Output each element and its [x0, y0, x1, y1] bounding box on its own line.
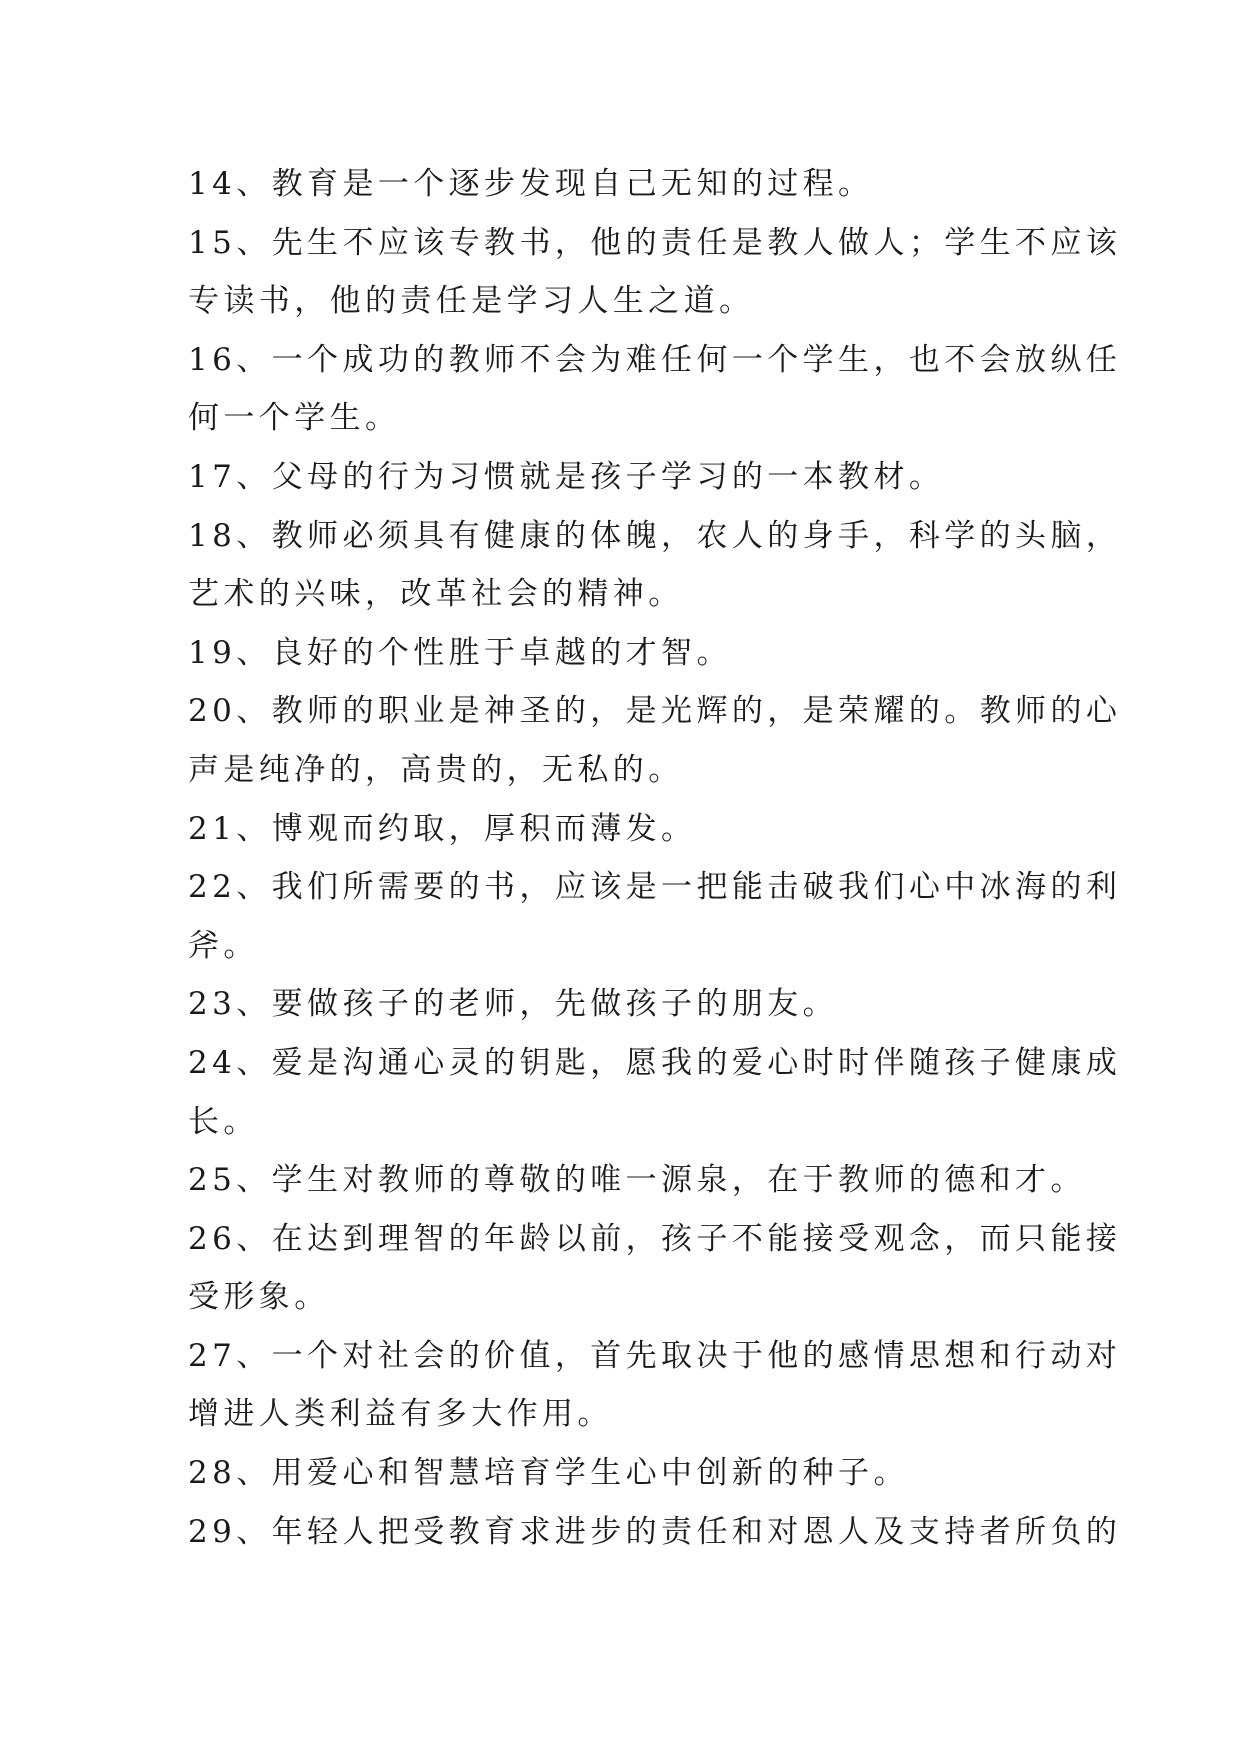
- quote-24-line-1: 24、爱是沟通心灵的钥匙，愿我的爱心时时伴随孩子健康成: [188, 1044, 1122, 1081]
- document-body: [188, 155, 1122, 1561]
- quote-22-line-2: 斧。: [188, 927, 259, 964]
- quote-20-line-1: 20、教师的职业是神圣的，是光辉的，是荣耀的。教师的心: [188, 693, 1122, 730]
- quote-15-line-1: 15、先生不应该专教书，他的责任是教人做人；学生不应该: [188, 224, 1122, 261]
- quote-16-line-2: 何一个学生。: [188, 400, 401, 437]
- quote-17-line-1: 17、父母的行为习惯就是孩子学习的一本教材。: [188, 458, 945, 495]
- quote-24-line-2: 长。: [188, 1103, 259, 1140]
- quote-22-line-1: 22、我们所需要的书，应该是一把能击破我们心中冰海的利: [188, 869, 1122, 906]
- quote-25-line-1: 25、学生对教师的尊敬的唯一源泉，在于教师的德和才。: [188, 1162, 1086, 1199]
- quote-28-line-1: 28、用爱心和智慧培育学生心中创新的种子。: [188, 1455, 909, 1492]
- quote-21-line-1: 21、博观而约取，厚积而薄发。: [188, 810, 697, 847]
- quote-16-line-1: 16、一个成功的教师不会为难任何一个学生，也不会放纵任: [188, 341, 1122, 378]
- quote-23-line-1: 23、要做孩子的老师，先做孩子的朋友。: [188, 986, 839, 1023]
- quote-15-line-2: 专读书，他的责任是学习人生之道。: [188, 283, 755, 320]
- quote-19-line-1: 19、良好的个性胜于卓越的才智。: [188, 634, 732, 671]
- quote-27-line-1: 27、一个对社会的价值，首先取决于他的感情思想和行动对: [188, 1337, 1122, 1374]
- quote-20-line-2: 声是纯净的，高贵的，无私的。: [188, 751, 684, 788]
- quote-29-line-1: 29、年轻人把受教育求进步的责任和对恩人及支持者所负的: [188, 1513, 1122, 1550]
- quote-26-line-2: 受形象。: [188, 1279, 330, 1316]
- quote-26-line-1: 26、在达到理智的年龄以前，孩子不能接受观念，而只能接: [188, 1220, 1122, 1257]
- quote-27-line-2: 增进人类利益有多大作用。: [188, 1396, 613, 1433]
- quote-14-line-1: 14、教育是一个逐步发现自己无知的过程。: [188, 166, 874, 202]
- quote-18-line-1: 18、教师必须具有健康的体魄，农人的身手，科学的头脑，: [188, 517, 1122, 554]
- quote-18-line-2: 艺术的兴味，改革社会的精神。: [188, 576, 684, 613]
